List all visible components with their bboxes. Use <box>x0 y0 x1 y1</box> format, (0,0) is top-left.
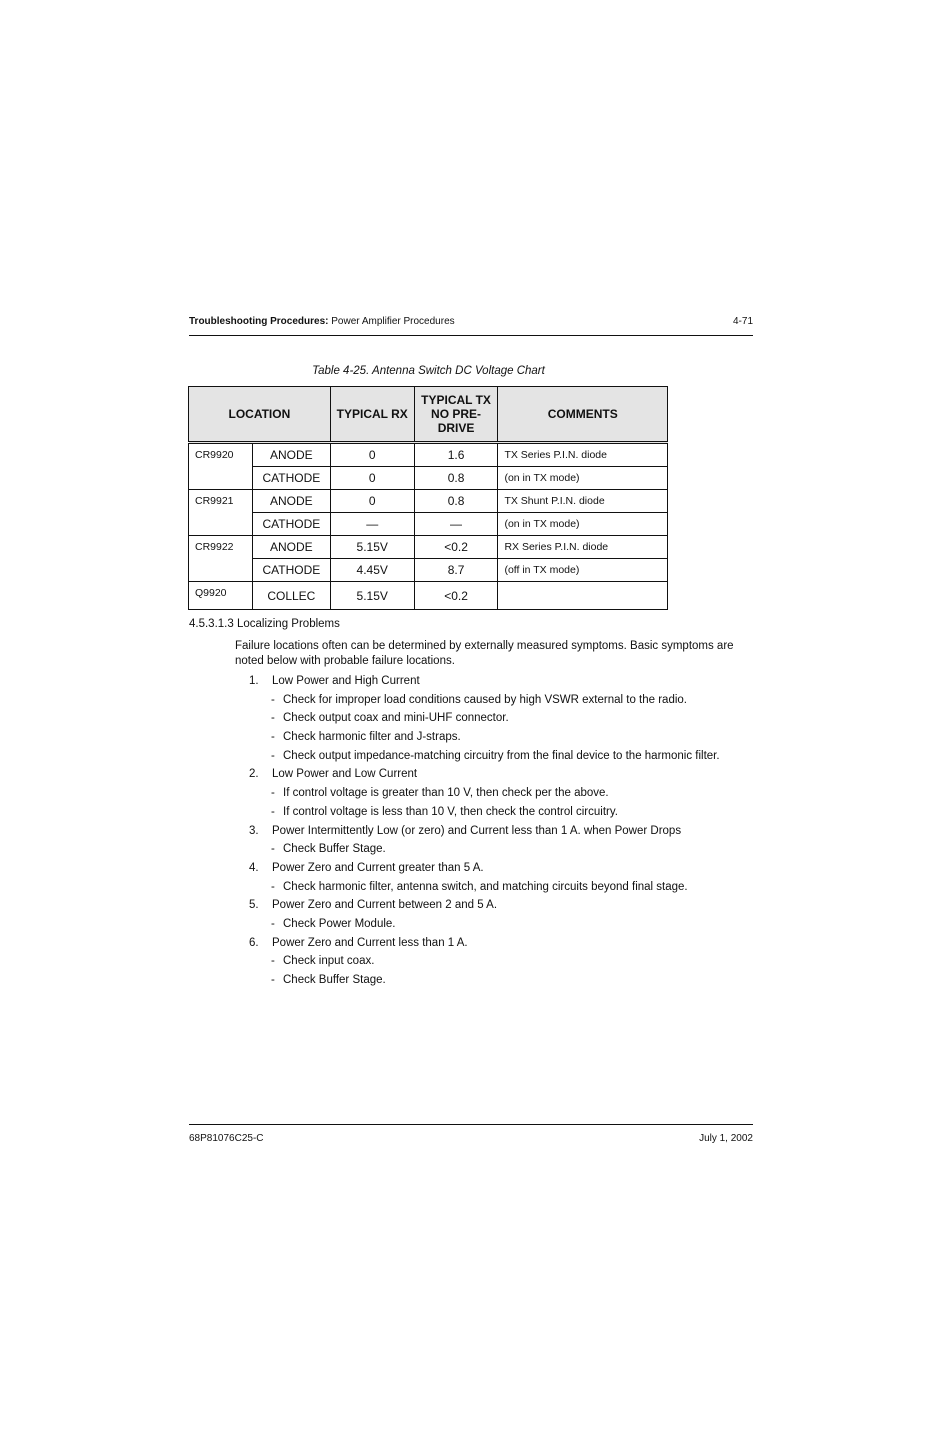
dash-bullet: - <box>271 917 275 930</box>
dash-bullet: - <box>271 880 275 893</box>
list-item-text: Power Zero and Current between 2 and 5 A. <box>272 899 498 912</box>
comment-cell: (on in TX mode) <box>498 467 668 490</box>
table-row <box>189 490 668 513</box>
table-row <box>189 513 668 536</box>
dash-bullet: - <box>271 805 275 818</box>
rx-cell: 0 <box>330 467 414 490</box>
list-item-number: 1. <box>249 675 259 687</box>
list-item <box>249 936 754 955</box>
pin-cell: ANODE <box>252 490 330 513</box>
rx-cell: — <box>330 513 414 536</box>
list-item <box>249 674 754 693</box>
rx-cell: 0 <box>330 490 414 513</box>
location-cell: Q9920 <box>189 582 253 610</box>
dash-bullet: - <box>271 955 275 968</box>
location-cell: CR9922 <box>189 536 253 582</box>
header-section <box>189 316 455 327</box>
list-subitem <box>249 842 754 861</box>
list-subitem <box>249 730 754 749</box>
list-item-number: 6. <box>249 936 259 949</box>
comment-cell: RX Series P.I.N. diode <box>498 536 668 559</box>
dash-bullet: - <box>271 974 275 986</box>
list-subitem-text: Check Buffer Stage. <box>283 974 386 986</box>
rx-cell: 0 <box>330 443 414 467</box>
table-row <box>189 582 668 610</box>
table-header-row <box>189 387 668 443</box>
header-section-rest: Power Amplifier Procedures <box>328 316 455 327</box>
tx-cell: 8.7 <box>414 559 498 582</box>
tx-cell: <0.2 <box>414 582 498 610</box>
list-subitem-text: Check input coax. <box>283 955 375 968</box>
location-cell: CR9920 <box>189 443 253 490</box>
header-typical-tx-line3: DRIVE <box>437 421 475 435</box>
location-cell: CR9921 <box>189 490 253 536</box>
list-subitem-text: Check harmonic filter, antenna switch, and matching circuits beyond final stage. <box>283 880 688 893</box>
voltage-chart-table <box>188 386 668 610</box>
list-subitem <box>249 917 754 936</box>
list-item-text: Power Intermittently Low (or zero) and Current less than 1 A. when Power Drops <box>272 824 682 837</box>
footer-rule <box>189 1124 753 1125</box>
pin-cell: CATHODE <box>252 467 330 490</box>
dash-bullet: - <box>271 712 275 725</box>
list-item <box>249 861 754 880</box>
list-item-text: Low Power and Low Current <box>272 768 418 781</box>
tx-cell: 1.6 <box>414 443 498 467</box>
doc-number: 68P81076C25-C <box>189 1133 264 1144</box>
tx-cell: <0.2 <box>414 536 498 559</box>
pin-cell: COLLEC <box>252 582 330 610</box>
comment-cell: (off in TX mode) <box>498 559 668 582</box>
list-subitem-text: Check Buffer Stage. <box>283 843 386 856</box>
list-subitem-text: Check output coax and mini-UHF connector. <box>283 712 509 725</box>
list-item-text: Low Power and High Current <box>272 675 420 687</box>
table-row <box>189 536 668 559</box>
list-item-number: 2. <box>249 768 259 781</box>
pin-cell: CATHODE <box>252 513 330 536</box>
list-item-number: 4. <box>249 861 259 874</box>
intro-paragraph: Failure locations often can be determined by externally measured symptoms. Basic symptoms are noted below with probable failure locations. <box>235 640 734 667</box>
list-item-number: 3. <box>249 824 259 837</box>
symptom-list <box>249 674 754 992</box>
rx-cell: 4.45V <box>330 559 414 582</box>
table-row <box>189 559 668 582</box>
section-title: 4.5.3.1.3 Localizing Problems <box>189 618 340 630</box>
list-subitem-text: If control voltage is greater than 10 V, then check per the above. <box>283 787 609 800</box>
tx-cell: 0.8 <box>414 467 498 490</box>
list-subitem-text: If control voltage is less than 10 V, then check the control circuitry. <box>283 805 618 818</box>
list-item-number: 5. <box>249 899 259 912</box>
header-comments: COMMENTS <box>498 387 668 443</box>
list-subitem <box>249 805 754 824</box>
list-subitem-text: Check Power Module. <box>283 917 396 930</box>
comment-cell: (on in TX mode) <box>498 513 668 536</box>
list-subitem <box>249 749 754 768</box>
list-subitem-text: Check harmonic filter and J-straps. <box>283 731 461 744</box>
list-subitem-text: Check for improper load conditions caused by high VSWR external to the radio. <box>283 693 687 706</box>
rx-cell: 5.15V <box>330 536 414 559</box>
dash-bullet: - <box>271 749 275 762</box>
table-caption: Table 4-25. Antenna Switch DC Voltage Chart <box>312 365 545 377</box>
header-typical-tx <box>414 387 498 443</box>
dash-bullet: - <box>271 731 275 744</box>
header-typical-rx: TYPICAL RX <box>330 387 414 443</box>
dash-bullet: - <box>271 843 275 856</box>
table-row <box>189 443 668 467</box>
table-row <box>189 467 668 490</box>
header-rule <box>189 335 753 336</box>
list-item <box>249 767 754 786</box>
list-subitem <box>249 711 754 730</box>
header-typical-tx-line1: TYPICAL TX <box>421 393 491 407</box>
list-item-text: Power Zero and Current less than 1 A. <box>272 936 468 949</box>
comment-cell: TX Series P.I.N. diode <box>498 443 668 467</box>
list-item <box>249 824 754 843</box>
page-number: 4-71 <box>732 316 753 327</box>
pin-cell: CATHODE <box>252 559 330 582</box>
comment-cell: TX Shunt P.I.N. diode <box>498 490 668 513</box>
dash-bullet: - <box>271 787 275 800</box>
list-subitem <box>249 954 754 973</box>
list-item-text: Power Zero and Current greater than 5 A. <box>272 861 484 874</box>
header-section-bold: Troubleshooting Procedures: <box>189 316 329 327</box>
doc-date: July 1, 2002 <box>699 1133 753 1144</box>
header-typical-tx-line2: NO PRE- <box>431 407 482 421</box>
list-subitem <box>249 786 754 805</box>
list-subitem <box>249 880 754 899</box>
tx-cell: — <box>414 513 498 536</box>
list-subitem-text: Check output impedance-matching circuitry from the final device to the harmonic filter. <box>283 749 720 762</box>
comment-cell <box>498 582 668 610</box>
tx-cell: 0.8 <box>414 490 498 513</box>
pin-cell: ANODE <box>252 443 330 467</box>
rx-cell: 5.15V <box>330 582 414 610</box>
list-subitem <box>249 693 754 712</box>
list-subitem <box>249 973 754 992</box>
list-item <box>249 898 754 917</box>
dash-bullet: - <box>271 693 275 706</box>
pin-cell: ANODE <box>252 536 330 559</box>
header-location: LOCATION <box>189 387 331 443</box>
